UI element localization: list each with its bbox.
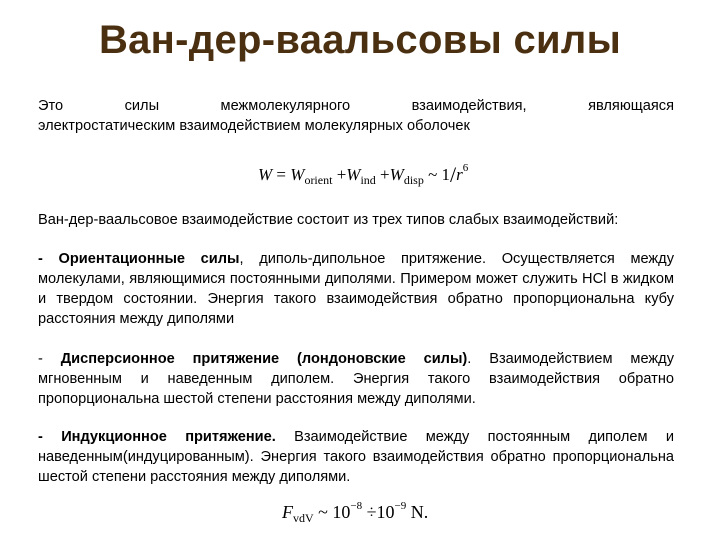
induction-forces-heading: - Индукционное притяжение. — [38, 429, 276, 445]
formula-w-sub3: disp — [403, 173, 424, 187]
orientation-forces-text: , диполь-дипольное притяжение. Осуществляется между молекулами, являющимися постоянными диполями. Примером может служить HCl в жидком и твердом состоянии. Энергия такого взаимодействия обратно пропорциональна кубу расстояния между диполями — [38, 251, 674, 327]
formula-w-lhs: W — [258, 165, 273, 184]
formula-f-unit: N — [410, 502, 424, 522]
formula-w-plus1: + — [336, 165, 347, 184]
formula-f-lhs: F — [282, 502, 293, 522]
formula-w-one: 1 — [441, 165, 451, 184]
formula-w-exp: 6 — [462, 162, 469, 174]
slide-title: Ван-дер-ваальсовы силы — [98, 18, 622, 62]
dispersion-forces-heading: Дисперсионное притяжение (лондоновские силы) — [60, 351, 468, 367]
force-formula — [282, 500, 428, 526]
orientation-forces-paragraph — [38, 249, 674, 329]
formula-w-term2: W — [346, 165, 361, 184]
intro-line-2: электростатическим взаимодействием молекулярных оболочек — [38, 118, 470, 134]
dispersion-forces-text: . Взаимодействием между мгновенным и наведенным диполем. Энергия такого взаимодействия обратно пропорциональна шестой степени расстояния между диполями. — [38, 351, 674, 407]
formula-f-approx: ~ — [318, 502, 328, 522]
formula-f-exp1: −8 — [350, 500, 363, 512]
formula-w-term1: W — [290, 165, 305, 184]
energy-formula — [258, 162, 468, 188]
summary-paragraph: Ван-дер-ваальсовое взаимодействие состоит из трех типов слабых взаимодействий: — [38, 212, 619, 228]
induction-forces-paragraph — [38, 427, 674, 487]
formula-w-approx: ~ — [428, 165, 438, 184]
formula-w-term3: W — [389, 165, 404, 184]
formula-f-sub: vdV — [293, 511, 314, 525]
formula-f-dot: . — [423, 502, 429, 522]
dispersion-forces-prefix: - — [38, 351, 61, 367]
formula-w-sub1: orient — [304, 173, 333, 187]
formula-f-range: ÷ — [366, 502, 377, 522]
formula-f-base1: 10 — [332, 502, 351, 522]
formula-f-base2: 10 — [376, 502, 395, 522]
induction-forces-text: Взаимодействие между постоянным диполем и наведенным(индуцированным). Энергия такого взаимодействия обратно пропорциональна шестой степени расстояния между диполями. — [38, 429, 674, 485]
formula-f-exp2: −9 — [394, 500, 407, 512]
dispersion-forces-paragraph — [38, 349, 674, 409]
formula-w-sub2: ind — [360, 173, 376, 187]
formula-w-r: r — [456, 165, 463, 184]
formula-w-plus2: + — [380, 165, 390, 184]
formula-w-eq: = — [276, 165, 287, 184]
intro-line-1: Это силы межмолекулярного взаимодействия, являющаяся — [38, 98, 674, 114]
formula-w-slash: / — [450, 162, 457, 187]
intro-paragraph — [38, 96, 674, 136]
orientation-forces-heading: - Ориентационные силы — [38, 251, 240, 267]
